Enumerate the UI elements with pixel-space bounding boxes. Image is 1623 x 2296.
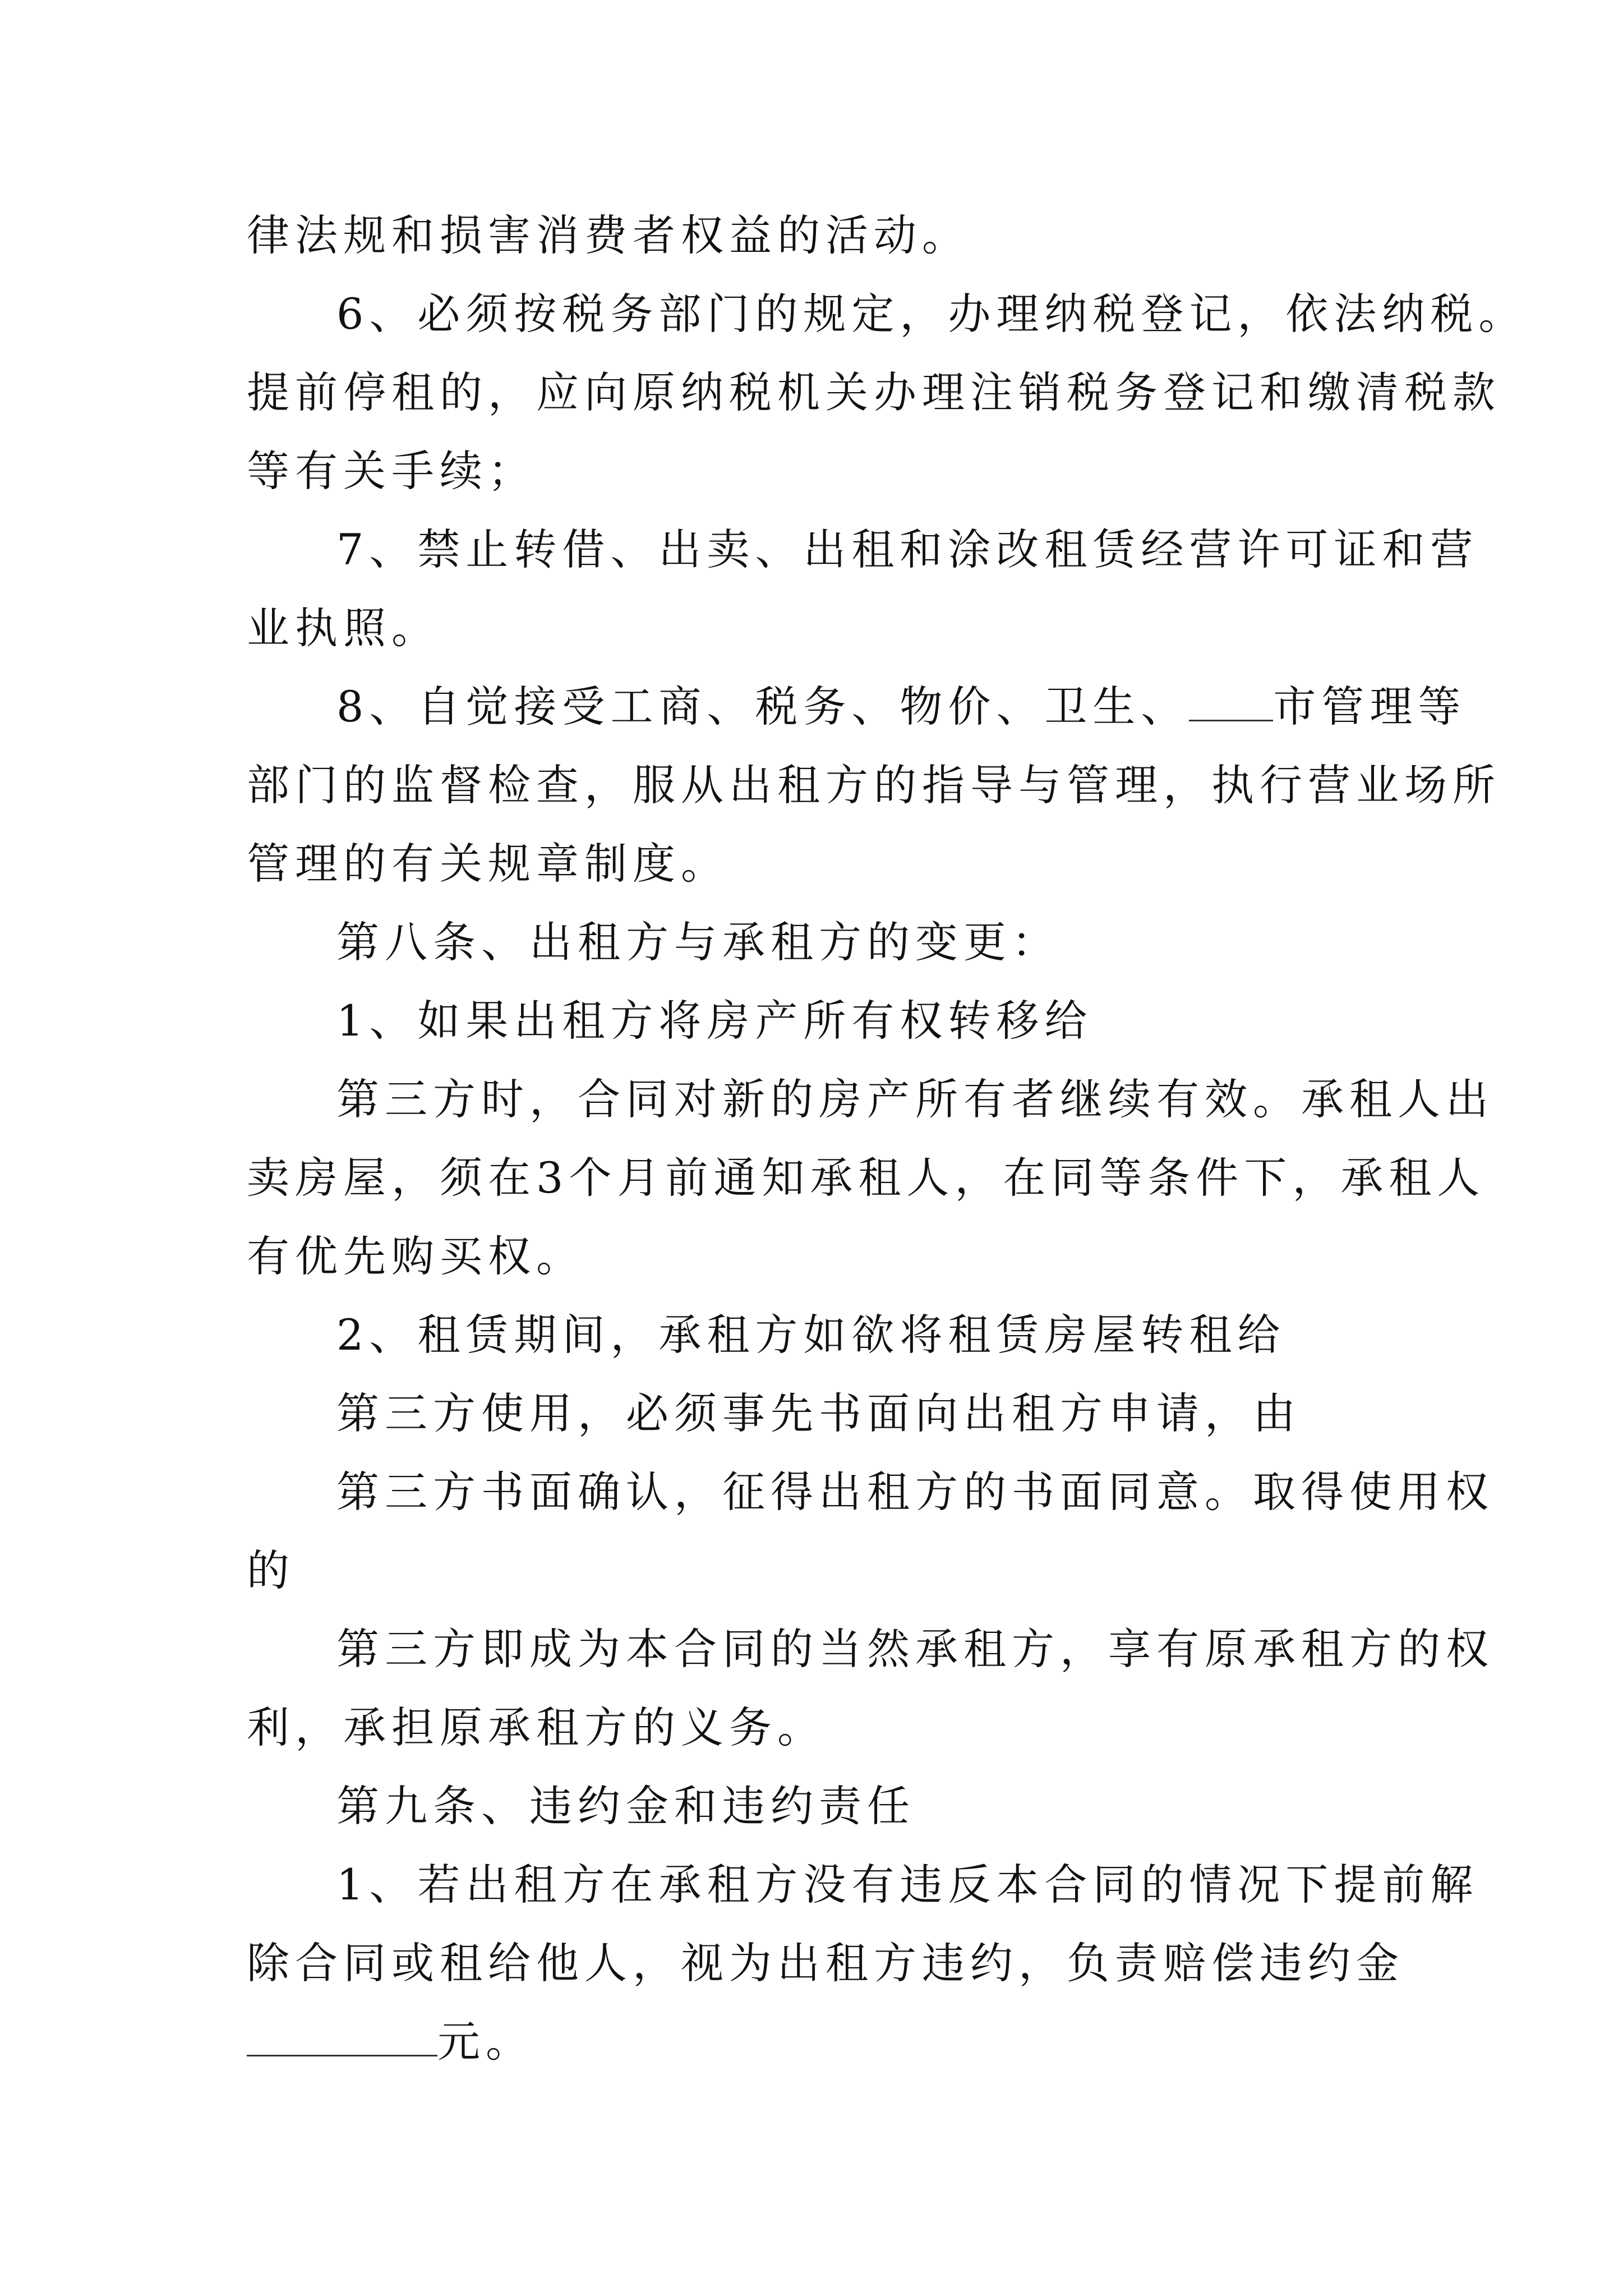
text-line: 利，承担原承租方的义务。 bbox=[247, 1703, 826, 1752]
text-line: 第三方书面确认，征得出租方的书面同意。取得使用权 bbox=[336, 1467, 1494, 1517]
text-line: 除合同或租给他人，视为出租方违约，负责赔偿违约金 bbox=[247, 1938, 1404, 1988]
text-segment: 市管理等 bbox=[1273, 682, 1467, 731]
text-segment: 8、自觉接受工商、税务、物价、卫生、 bbox=[336, 682, 1189, 731]
section-heading: 第九条、违约金和违约责任 bbox=[336, 1781, 915, 1831]
text-line: 业执照。 bbox=[247, 603, 440, 653]
text-line-with-blank bbox=[247, 2014, 1413, 2070]
text-line: 的 bbox=[247, 1545, 295, 1595]
text-line: 6、必须按税务部门的规定，办理纳税登记，依法纳税。 bbox=[336, 289, 1527, 339]
text-line: 7、禁止转借、出卖、出租和涂改租赁经营许可证和营 bbox=[336, 524, 1479, 574]
text-line-with-blank bbox=[336, 679, 1503, 735]
text-line: 第三方即成为本合同的当然承租方，享有原承租方的权 bbox=[336, 1624, 1494, 1674]
text-line: 等有关手续； bbox=[247, 446, 536, 496]
text-line: 2、租赁期间，承租方如欲将租赁房屋转租给 bbox=[336, 1310, 1286, 1360]
text-line: 提前停租的，应向原纳税机关办理注销税务登记和缴清税款 bbox=[247, 367, 1501, 417]
section-heading: 第八条、出租方与承租方的变更： bbox=[336, 917, 1060, 967]
fill-in-blank bbox=[1189, 680, 1273, 721]
text-line: 有优先购买权。 bbox=[247, 1231, 584, 1281]
text-line: 部门的监督检查，服从出租方的指导与管理，执行营业场所 bbox=[247, 760, 1501, 810]
text-line: 第三方时，合同对新的房产所有者继续有效。承租人出 bbox=[336, 1074, 1494, 1124]
text-line: 1、如果出租方将房产所有权转移给 bbox=[336, 996, 1093, 1046]
text-line: 卖房屋，须在3个月前通知承租人，在同等条件下，承租人 bbox=[247, 1153, 1486, 1203]
text-line: 管理的有关规章制度。 bbox=[247, 839, 729, 889]
text-line: 律法规和损害消费者权益的活动。 bbox=[247, 210, 970, 260]
fill-in-blank bbox=[247, 2016, 437, 2056]
text-segment: 元。 bbox=[437, 2017, 534, 2067]
text-line: 1、若出租方在承租方没有违反本合同的情况下提前解 bbox=[336, 1860, 1479, 1910]
text-line: 第三方使用，必须事先书面向出租方申请，由 bbox=[336, 1388, 1301, 1438]
